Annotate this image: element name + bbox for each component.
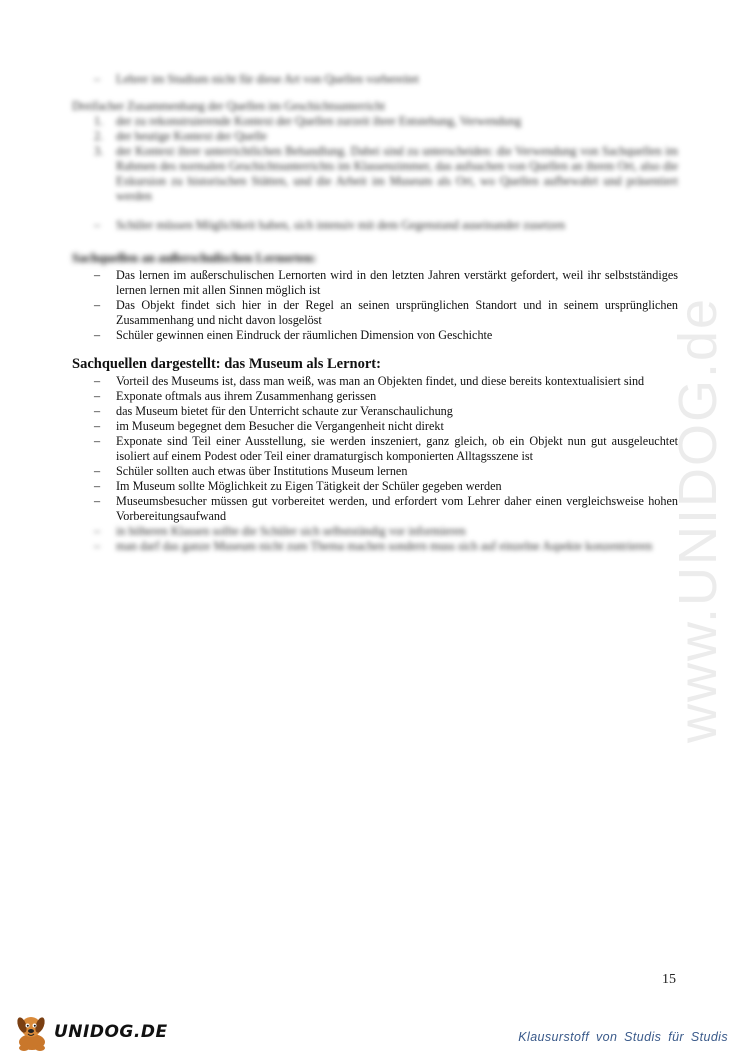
list-item: – das Museum bietet für den Unterricht schaute zur Veranschaulichung <box>72 404 678 419</box>
list-item: – Vorteil des Museums ist, dass man weiß, was man an Objekten findet, und diese bereits kontextualisiert sind <box>72 374 678 389</box>
list-item: – man darf das ganze Museum nicht zum Thema machen sondern muss sich auf einzelne Aspekte konzentrieren <box>72 539 678 554</box>
list-item: – Schüler sollten auch etwas über Institutions Museum lernen <box>72 464 678 479</box>
footer-logo <box>12 1012 168 1052</box>
list-item: – Schüler müssen Möglichkeit haben, sich intensiv mit dem Gegenstand auseinander zusetzen <box>72 218 678 233</box>
list-item: – im Museum begegnet dem Besucher die Vergangenheit nicht direkt <box>72 419 678 434</box>
list-item: – Exponate oftmals aus ihrem Zusammenhang gerissen <box>72 389 678 404</box>
list-item: – Das lernen im außerschulischen Lernorten wird in den letzten Jahren verstärkt gefordert, weil ihr selbstständiges lernen lernen mit allen Sinnen möglich ist <box>72 268 678 298</box>
list-item: – Lehrer im Studium nicht für diese Art von Quellen vorbereitet <box>72 72 678 87</box>
brand-name: UNIDOG.DE <box>54 1022 168 1042</box>
numbered-item: 2. der heutige Kontext der Quelle <box>94 129 267 143</box>
section-heading: Sachquellen dargestellt: das Museum als Lernort: <box>72 356 381 372</box>
list-item: – Das Objekt findet sich hier in der Regel an seinen ursprünglichen Standort und in seinem ursprünglichen Zusammenhang und nicht davon losgelöst <box>72 298 678 328</box>
footer-tagline: Klausurstoff von Studis für Studis <box>518 1030 728 1044</box>
section-heading: Dreifacher Zusammenhang der Quellen im Geschichtsunterricht <box>72 99 386 113</box>
list-item: – Exponate sind Teil einer Ausstellung, sie werden inszeniert, ganz gleich, ob ein Objekt nun gut ausgeleuchtet isoliert auf einem Podest oder Teil einer dramaturgisch komponierten Alltagsszene ist <box>72 434 678 464</box>
dog-mascot-icon <box>12 1012 52 1052</box>
list-item: – Schüler gewinnen einen Eindruck der räumlichen Dimension von Geschichte <box>72 328 678 343</box>
section-ausserschulische-lernorte <box>72 250 678 343</box>
numbered-item: 3. der Kontext ihrer unterrichtlichen Behandlung. Dabei sind zu unterscheiden: die Verwendung von Sachquellen im Rahmen des normalen Geschichtsunterrichts im Klassenzimmer, das aufsuchen von Quellen an ihrem Ort, also die Exkursion zu historischen Stätten, und die Arbeit im Museum als Ort, wo Quellen aufbewahrt und präsentiert werden <box>94 144 678 203</box>
list-item: – in höheren Klassen sollte die Schüler sich selbstständig vor informieren <box>72 524 678 539</box>
section-heading: Sachquellen an außerschulischen Lernorten: <box>72 251 317 265</box>
page-number: 15 <box>662 972 676 987</box>
blurred-top-section <box>72 72 678 233</box>
watermark-text: www.UNIDOG.de <box>668 296 728 744</box>
section-museum-als-lernort <box>72 355 678 554</box>
numbered-item: 1. der zu rekonstruierende Kontext der Quellen zurzeit ihrer Entstehung, Verwendung <box>94 114 522 128</box>
list-item: – Im Museum sollte Möglichkeit zu Eigen Tätigkeit der Schüler gegeben werden <box>72 479 678 494</box>
list-item: – Museumsbesucher müssen gut vorbereitet werden, und erfordert vom Lehrer daher einen vergleichsweise hohen Vorbereitungsaufwand <box>72 494 678 524</box>
